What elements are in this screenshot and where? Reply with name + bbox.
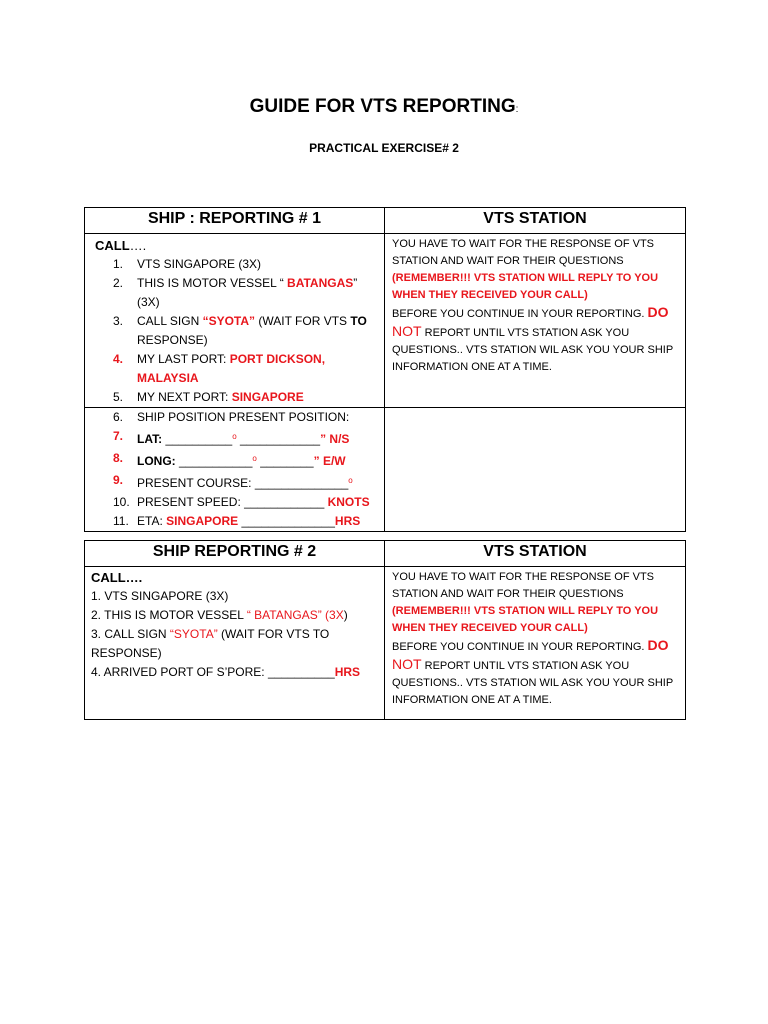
speed-unit: KNOTS — [327, 495, 370, 509]
vessel-name: BATANGAS — [287, 276, 354, 290]
list-item — [85, 471, 384, 493]
speed-label: PRESENT SPEED: — [137, 495, 245, 509]
page-title — [0, 96, 768, 121]
ship-reporting-2-table — [84, 540, 686, 720]
list-item — [85, 312, 384, 350]
table2-call: CALL…. — [91, 570, 143, 585]
item-text: SHIP POSITION PRESENT POSITION: — [137, 410, 350, 424]
course-blank: ______________ — [254, 476, 349, 490]
ship-reporting-1-table — [84, 207, 686, 532]
item-text: THIS IS MOTOR VESSEL “ — [137, 276, 288, 290]
vts-instruction-text: BEFORE YOU CONTINUE IN YOUR REPORTING. — [392, 641, 648, 653]
list-item — [85, 449, 384, 471]
table2-row-1 — [85, 567, 686, 720]
arrival-unit: HRS — [334, 665, 361, 679]
table2-call-cell — [85, 567, 385, 720]
item-number: 10. — [113, 495, 130, 509]
table1-call-word: CALL — [95, 238, 130, 253]
eta-blank: ______________ — [238, 514, 335, 528]
list-item — [85, 388, 384, 407]
table1-empty-cell — [385, 408, 686, 532]
table1-row-1 — [85, 234, 686, 408]
item-text: 3. CALL SIGN — [91, 627, 170, 641]
table1-left-header: SHIP : REPORTING # 1 — [85, 208, 385, 234]
table1-vts-instructions — [385, 234, 686, 408]
table1-row-2 — [85, 408, 686, 532]
list-item — [85, 512, 384, 531]
table2-header-row — [85, 541, 686, 567]
vessel-name: “ BATANGAS” (3X — [246, 608, 344, 622]
page-title-colon: : — [515, 104, 519, 115]
item-number: 4. — [113, 352, 124, 366]
item-text: MY LAST PORT: — [137, 352, 230, 366]
list-item — [85, 427, 384, 449]
long-degrees-blank: ___________ — [179, 454, 253, 468]
eta-port: SINGAPORE — [166, 514, 239, 528]
long-suffix: ” E/W — [313, 454, 346, 468]
lat-suffix: ” N/S — [320, 432, 350, 446]
item-number: 2. — [113, 276, 124, 290]
item-text: (WAIT FOR VTS TO RESPONSE) — [91, 627, 330, 660]
item-text: MY NEXT PORT: — [137, 390, 232, 404]
call-sign: “SYOTA” — [202, 314, 256, 328]
lat-minutes-blank: ____________ — [236, 432, 321, 446]
vts-not: NOT — [392, 323, 422, 339]
table2-left-header: SHIP REPORTING # 2 — [85, 541, 385, 567]
list-item — [85, 663, 384, 682]
vts-reminder: (REMEMBER!!! VTS STATION WILL REPLY TO YOU WHEN THEY RECEIVED YOUR CALL) — [392, 605, 659, 634]
list-item — [85, 408, 384, 427]
item-number: 7. — [113, 429, 124, 443]
table1-position-cell — [85, 408, 385, 532]
vts-instruction-text: YOU HAVE TO WAIT FOR THE RESPONSE OF VTS STATION AND WAIT FOR THEIR QUESTIONS — [392, 571, 655, 600]
item-number: 9. — [113, 473, 124, 487]
item-text: ” (3X) — [137, 276, 358, 309]
item-text: VTS SINGAPORE (3X) — [137, 257, 262, 271]
table1-call-dots: …. — [129, 238, 147, 253]
arrival-blank: __________ — [267, 665, 335, 679]
list-item — [85, 606, 384, 625]
vts-instruction-text: YOU HAVE TO WAIT FOR THE RESPONSE OF VTS STATION AND WAIT FOR THEIR QUESTIONS — [392, 238, 655, 267]
item-number: 3. — [113, 314, 124, 328]
vts-do: DO — [647, 304, 669, 320]
table1-header-row — [85, 208, 686, 234]
table1-right-header: VTS STATION — [385, 208, 686, 234]
table2-right-header: VTS STATION — [385, 541, 686, 567]
list-item — [85, 493, 384, 512]
page-subtitle: PRACTICAL EXERCISE# 2 — [309, 141, 459, 155]
item-text-bold: TO — [350, 314, 367, 328]
list-item: 1. VTS SINGAPORE (3X) — [91, 589, 229, 603]
vts-instruction-text: BEFORE YOU CONTINUE IN YOUR REPORTING. — [392, 308, 648, 320]
degree-symbol: o — [348, 476, 353, 485]
item-number: 8. — [113, 451, 124, 465]
next-port: SINGAPORE — [231, 390, 304, 404]
last-port: PORT DICKSON, MALAYSIA — [137, 352, 326, 385]
item-text: CALL SIGN — [137, 314, 203, 328]
vts-not: NOT — [392, 656, 422, 672]
long-minutes-blank: ________ — [256, 454, 314, 468]
vts-instruction-text: REPORT UNTIL VTS STATION ASK YOU QUESTIONS.. VTS STATION WIL ASK YOU YOUR SHIP INFORMATION ONE AT A TIME. — [392, 327, 673, 373]
speed-blank: ____________ — [244, 495, 328, 509]
item-text: ) — [343, 608, 348, 622]
table1-call-cell — [85, 234, 385, 408]
lat-degrees-blank: __________ — [165, 432, 233, 446]
degree-symbol: o — [232, 432, 237, 441]
item-text: 2. THIS IS MOTOR VESSEL — [91, 608, 247, 622]
lat-label: LAT: — [137, 432, 166, 446]
table2-vts-instructions — [385, 567, 686, 720]
vts-do: DO — [647, 637, 669, 653]
long-label: LONG: — [137, 454, 179, 468]
item-text: (WAIT FOR VTS — [255, 314, 351, 328]
item-number: 11. — [113, 514, 129, 528]
page-title-text: GUIDE FOR VTS REPORTING — [249, 96, 516, 117]
list-item — [85, 625, 384, 663]
item-text: RESPONSE) — [137, 333, 208, 347]
eta-label: ETA: — [137, 514, 167, 528]
list-item — [85, 255, 384, 274]
list-item — [85, 350, 384, 388]
item-number: 6. — [113, 410, 124, 424]
eta-unit: HRS — [334, 514, 361, 528]
course-label: PRESENT COURSE: — [137, 476, 255, 490]
degree-symbol: o — [252, 454, 257, 463]
call-sign: “SYOTA” — [169, 627, 218, 641]
vts-instruction-text: REPORT UNTIL VTS STATION ASK YOU QUESTIONS.. VTS STATION WIL ASK YOU YOUR SHIP INFORMATION ONE AT A TIME. — [392, 660, 673, 706]
table1-call — [85, 234, 384, 255]
item-text: 4. ARRIVED PORT OF S’PORE: — [91, 665, 268, 679]
vts-reminder: (REMEMBER!!! VTS STATION WILL REPLY TO YOU WHEN THEY RECEIVED YOUR CALL) — [392, 272, 659, 301]
item-number: 1. — [113, 257, 124, 271]
list-item — [85, 274, 384, 312]
item-number: 5. — [113, 390, 124, 404]
